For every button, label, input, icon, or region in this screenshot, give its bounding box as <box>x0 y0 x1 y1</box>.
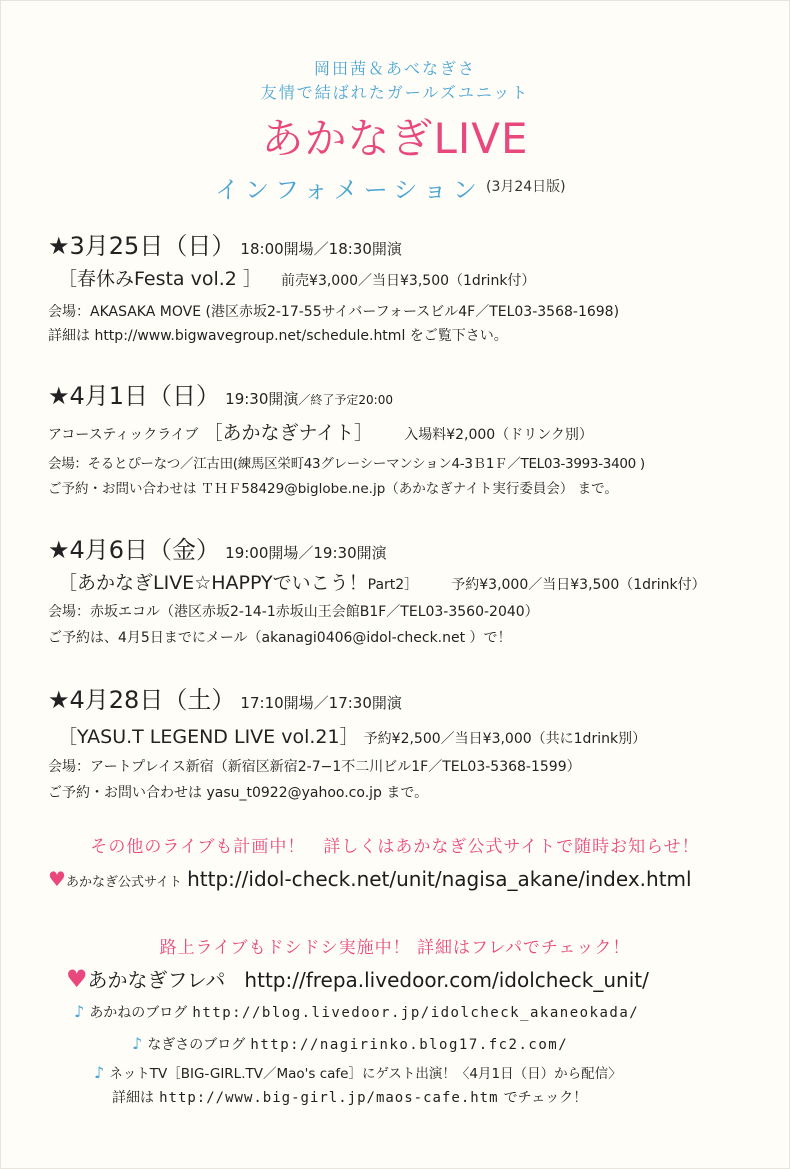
official-site-link[interactable]: http://idol-check.net/unit/nagisa_akane/index.html <box>187 867 692 891</box>
blog-nagisa-link[interactable]: http://nagirinko.blog17.fc2.com/ <box>250 1037 569 1053</box>
event-venue: 会場：赤坂エコル（港区赤坂2-14-1赤坂山王会館B1F／TEL03-3560-2040） <box>48 604 539 620</box>
event-2-title-row <box>48 418 593 445</box>
event-3-header <box>48 530 387 565</box>
music-note-icon: ♪ <box>74 1002 85 1021</box>
event-date: 4月6日（金） <box>69 536 221 564</box>
event-1-title-row <box>58 264 535 291</box>
event-time: 18:00開場／18:30開演 <box>240 240 402 258</box>
event-info: ご予約・お問い合わせは yasu_t0922@yahoo.co.jp まで。 <box>48 785 429 801</box>
blog-akane-link[interactable]: http://blog.livedoor.jp/idolcheck_akaneokada/ <box>192 1005 640 1021</box>
event-4-title-row <box>58 722 646 749</box>
star-icon: ★ <box>48 232 70 260</box>
event-info: ご予約は、4月5日までにメール（akanagi0406@idol-check.net ）で！ <box>48 630 512 646</box>
frepa-link[interactable]: http://frepa.livedoor.com/idolcheck_unit/ <box>244 968 649 992</box>
nettv-detail-prefix: 詳細は <box>112 1090 154 1106</box>
heart-icon: ♥ <box>48 867 66 891</box>
star-icon: ★ <box>48 382 70 410</box>
nettv-row <box>94 1062 622 1082</box>
header-line-1: 岡田茜＆あべなぎさ <box>313 59 476 78</box>
official-site-row <box>48 867 692 891</box>
nettv-detail-link[interactable]: http://www.big-girl.jp/maos-cafe.htm <box>159 1090 499 1106</box>
event-info: ご予約・お問い合わせは ＴＨＦ58429@biglobe.ne.jp（あかなぎナイト実行委員会） まで。 <box>48 481 618 497</box>
blog-nagisa-row <box>132 1034 568 1054</box>
event-venue: 会場：アートプレイス新宿（新宿区新宿2-7−1不二川ビル1F／TEL03-5368-1599） <box>48 759 581 775</box>
event-name: ［春休みFesta vol.2 ］ <box>58 268 262 290</box>
event-1-header <box>48 226 402 261</box>
event-time-extra: ／終了予定20:00 <box>298 393 393 407</box>
event-price: 予約¥3,000／当日¥3,500（1drink付） <box>451 577 706 593</box>
event-name: ［あかなぎLIVE☆HAPPYでいこう！ <box>58 572 368 594</box>
official-notice: その他のライブも計画中！ 詳しくはあかなぎ公式サイトで随時お知らせ！ <box>90 837 700 857</box>
star-icon: ★ <box>48 536 70 564</box>
event-prefix: アコースティックライブ <box>48 427 199 443</box>
event-price: 前売¥3,000／当日¥3,500（1drink付） <box>281 273 536 289</box>
event-3-title-row <box>58 568 706 595</box>
event-venue: 会場：AKASAKA MOVE (港区赤坂2-17-55サイバーフォースビル4F／TEL03-3568-1698) <box>48 304 620 320</box>
nettv-detail-row <box>112 1087 587 1107</box>
event-name: ［あかなぎナイト］ <box>203 422 374 444</box>
blog-label: あかねのブログ <box>89 1005 188 1021</box>
frepa-label: あかなぎフレパ <box>87 968 226 992</box>
event-date: 4月1日（日） <box>69 382 221 410</box>
event-time: 17:10開場／17:30開演 <box>240 694 402 712</box>
event-4-header <box>48 680 402 715</box>
official-site-label: あかなぎ公式サイト <box>65 875 183 890</box>
street-notice: 路上ライブもドシドシ実施中！ 詳細はフレパでチェック！ <box>159 938 631 958</box>
nettv-detail-suffix: でチェック！ <box>503 1090 588 1106</box>
music-note-icon: ♪ <box>94 1063 105 1082</box>
event-info: 詳細は http://www.bigwavegroup.net/schedule.html をご覧下さい。 <box>48 328 508 344</box>
event-venue: 会場：そるとぴーなつ／江古田(練馬区栄町43グレーシーマンション4-3Ｂ1Ｆ／TEL03-3993-3400 ) <box>48 456 645 472</box>
heart-icon: ♥ <box>66 965 88 993</box>
event-price: 入場料¥2,000（ドリンク別） <box>404 427 593 443</box>
blog-label: なぎさのブログ <box>147 1037 246 1053</box>
event-date: 4月28日（土） <box>69 686 236 714</box>
nettv-text: ネットTV［BIG-GIRL.TV／Mao's cafe］にゲスト出演！〈4月1日（日）から配信〉 <box>109 1066 622 1082</box>
event-date: 3月25日（日） <box>69 232 236 260</box>
frepa-row <box>66 964 649 993</box>
event-time: 19:00開場／19:30開演 <box>225 544 387 562</box>
music-note-icon: ♪ <box>132 1034 143 1053</box>
star-icon: ★ <box>48 686 70 714</box>
edition-label: (3月24日版) <box>486 179 566 195</box>
page-title: あかなぎLIVE <box>261 114 529 163</box>
page-subtitle: インフォメーション <box>215 176 483 204</box>
blog-akane-row <box>74 1002 639 1022</box>
event-name: ［YASU.T LEGEND LIVE vol.21］ <box>58 726 359 748</box>
event-price: 予約¥2,500／当日¥3,000（共に1drink別） <box>363 731 647 747</box>
event-name-part: Part2］ <box>367 577 419 593</box>
event-time: 19:30開演 <box>225 390 299 408</box>
header-line-2: 友情で結ばれたガールズユニット <box>260 83 530 102</box>
event-2-header <box>48 376 393 411</box>
